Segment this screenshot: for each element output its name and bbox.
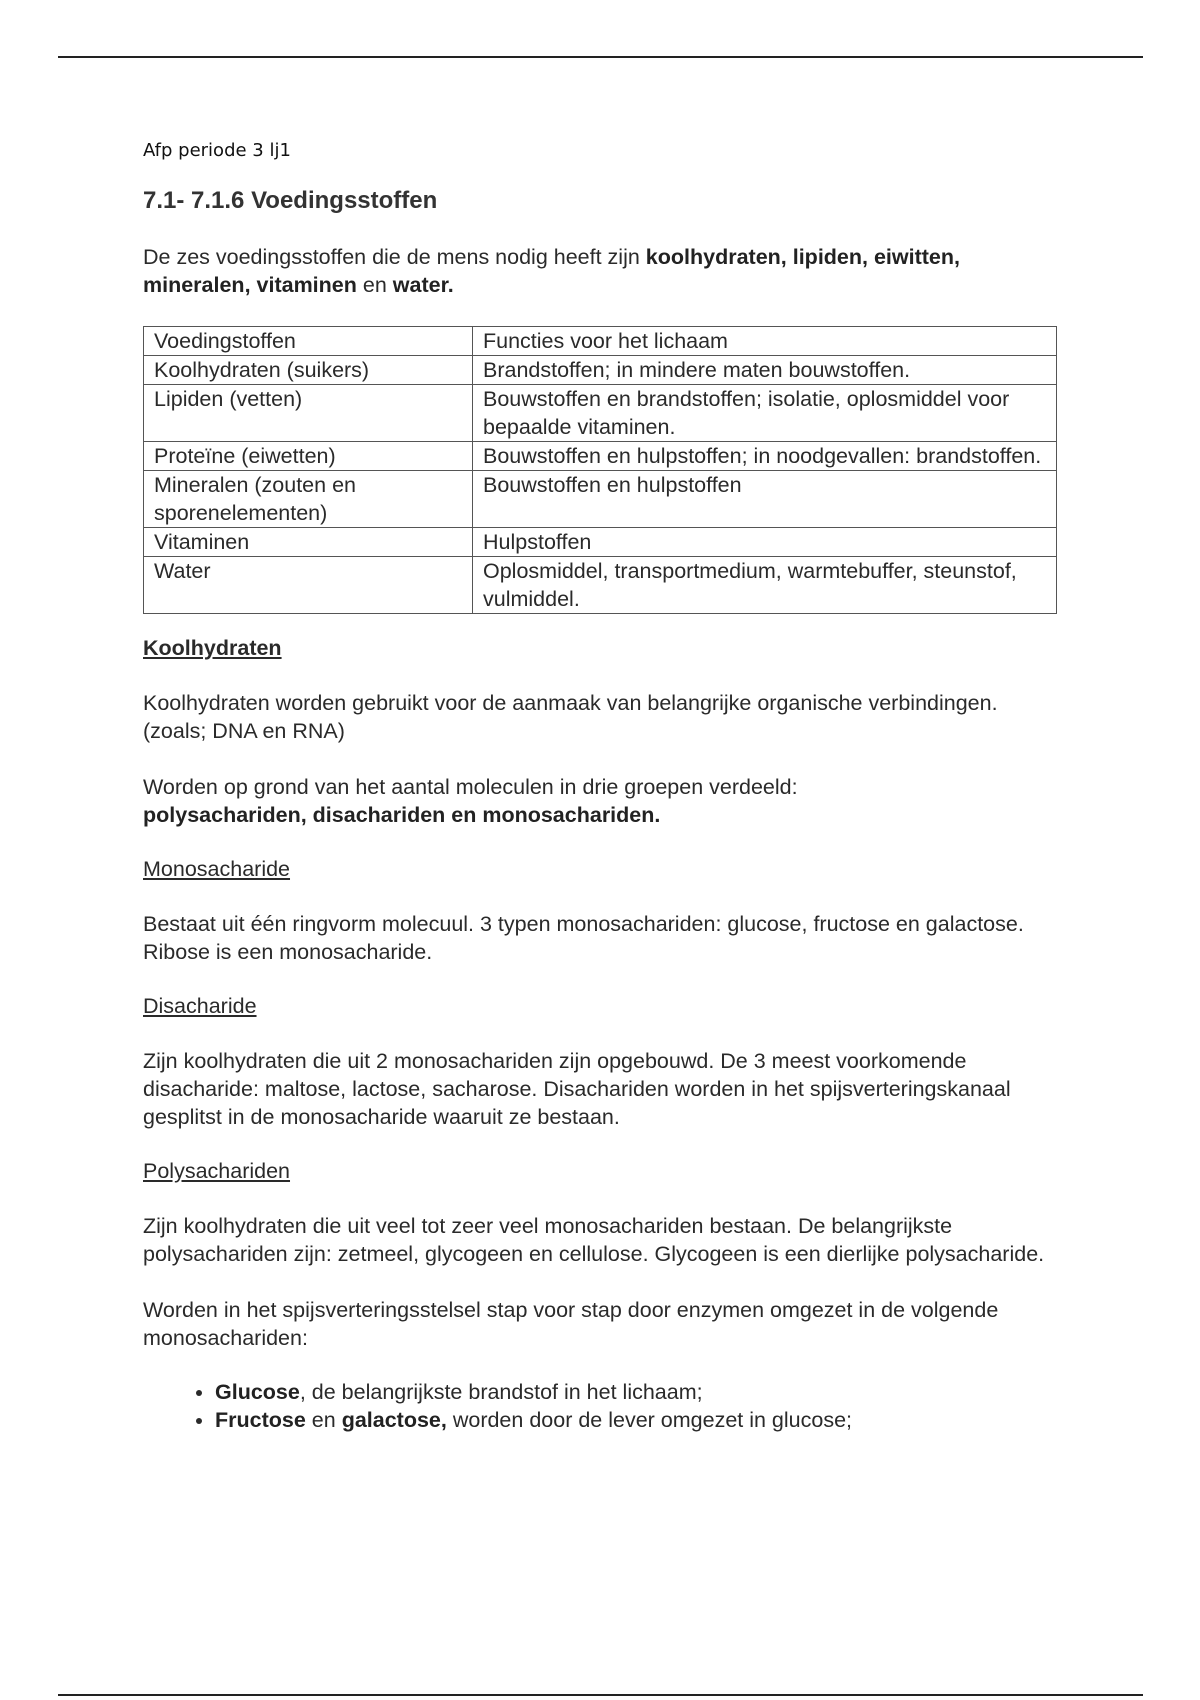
table-header-cell: Voedingstoffen xyxy=(144,327,473,356)
table-cell: Lipiden (vetten) xyxy=(144,385,473,442)
table-cell: Bouwstoffen en brandstoffen; isolatie, oplosmiddel voor bepaalde vitaminen. xyxy=(473,385,1057,442)
table-cell: Proteïne (eiwetten) xyxy=(144,442,473,471)
table-cell: Vitaminen xyxy=(144,528,473,557)
intro-paragraph: De zes voedingsstoffen die de mens nodig heeft zijn koolhydraten, lipiden, eiwitten, mineralen, vitaminen en water. xyxy=(143,245,960,297)
table-row xyxy=(144,385,1057,442)
table-header-row xyxy=(144,327,1057,356)
table-cell: Bouwstoffen en hulpstoffen xyxy=(473,471,1057,528)
koolhydraten-paragraph: Koolhydraten worden gebruikt voor de aanmaak van belangrijke organische verbindingen. (zoals; DNA en RNA) xyxy=(143,691,998,743)
bottom-rule xyxy=(58,1694,1143,1696)
table-row xyxy=(144,557,1057,614)
nutrients-table xyxy=(143,326,1057,614)
monosacharide-paragraph: Bestaat uit één ringvorm molecuul. 3 typen monosachariden: glucose, fructose en galactose. Ribose is een monosacharide. xyxy=(143,912,1024,964)
table-cell: Hulpstoffen xyxy=(473,528,1057,557)
disacharide-heading: Disacharide xyxy=(143,994,257,1018)
table-cell: Brandstoffen; in mindere maten bouwstoffen. xyxy=(473,356,1057,385)
table-row xyxy=(144,442,1057,471)
top-rule xyxy=(58,56,1143,58)
table-header-cell: Functies voor het lichaam xyxy=(473,327,1057,356)
list-item: • Fructose en galactose, worden door de lever omgezet in glucose; xyxy=(215,1406,1063,1434)
enzymes-paragraph: Worden in het spijsverteringsstelsel stap voor stap door enzymen omgezet in de volgende monosachariden: xyxy=(143,1298,999,1350)
table-cell: Bouwstoffen en hulpstoffen; in noodgevallen: brandstoffen. xyxy=(473,442,1057,471)
koolhydraten-heading: Koolhydraten xyxy=(143,636,282,660)
table-cell: Oplosmiddel, transportmedium, warmtebuffer, steunstof, vulmiddel. xyxy=(473,557,1057,614)
section-title: 7.1- 7.1.6 Voedingsstoffen xyxy=(143,187,438,214)
polysachariden-heading: Polysachariden xyxy=(143,1159,291,1183)
table-cell: Koolhydraten (suikers) xyxy=(144,356,473,385)
table-row xyxy=(144,471,1057,528)
monosacharide-heading: Monosacharide xyxy=(143,857,291,881)
monosaccharide-list xyxy=(143,1378,1063,1434)
table-row xyxy=(144,356,1057,385)
table-cell: Mineralen (zouten en sporenelementen) xyxy=(144,471,473,528)
table-cell: Water xyxy=(144,557,473,614)
header-note: Afp periode 3 lj1 xyxy=(143,140,291,161)
table-row xyxy=(144,528,1057,557)
disacharide-paragraph: Zijn koolhydraten die uit 2 monosachariden zijn opgebouwd. De 3 meest voorkomende disacharide: maltose, lactose, sacharose. Disachariden worden in het spijsverteringskanaal gesplitst in de monosacharide waaruit ze bestaan. xyxy=(143,1049,1011,1129)
list-item: • Glucose, de belangrijkste brandstof in het lichaam; xyxy=(215,1378,1063,1406)
polysachariden-paragraph: Zijn koolhydraten die uit veel tot zeer veel monosachariden bestaan. De belangrijkste polysachariden zijn: zetmeel, glycogeen en cellulose. Glycogeen is een dierlijke polysacharide. xyxy=(143,1214,1045,1266)
groups-paragraph: Worden op grond van het aantal moleculen in drie groepen verdeeld: polysachariden, disachariden en monosachariden. xyxy=(143,775,798,827)
document-body xyxy=(143,140,1063,1434)
